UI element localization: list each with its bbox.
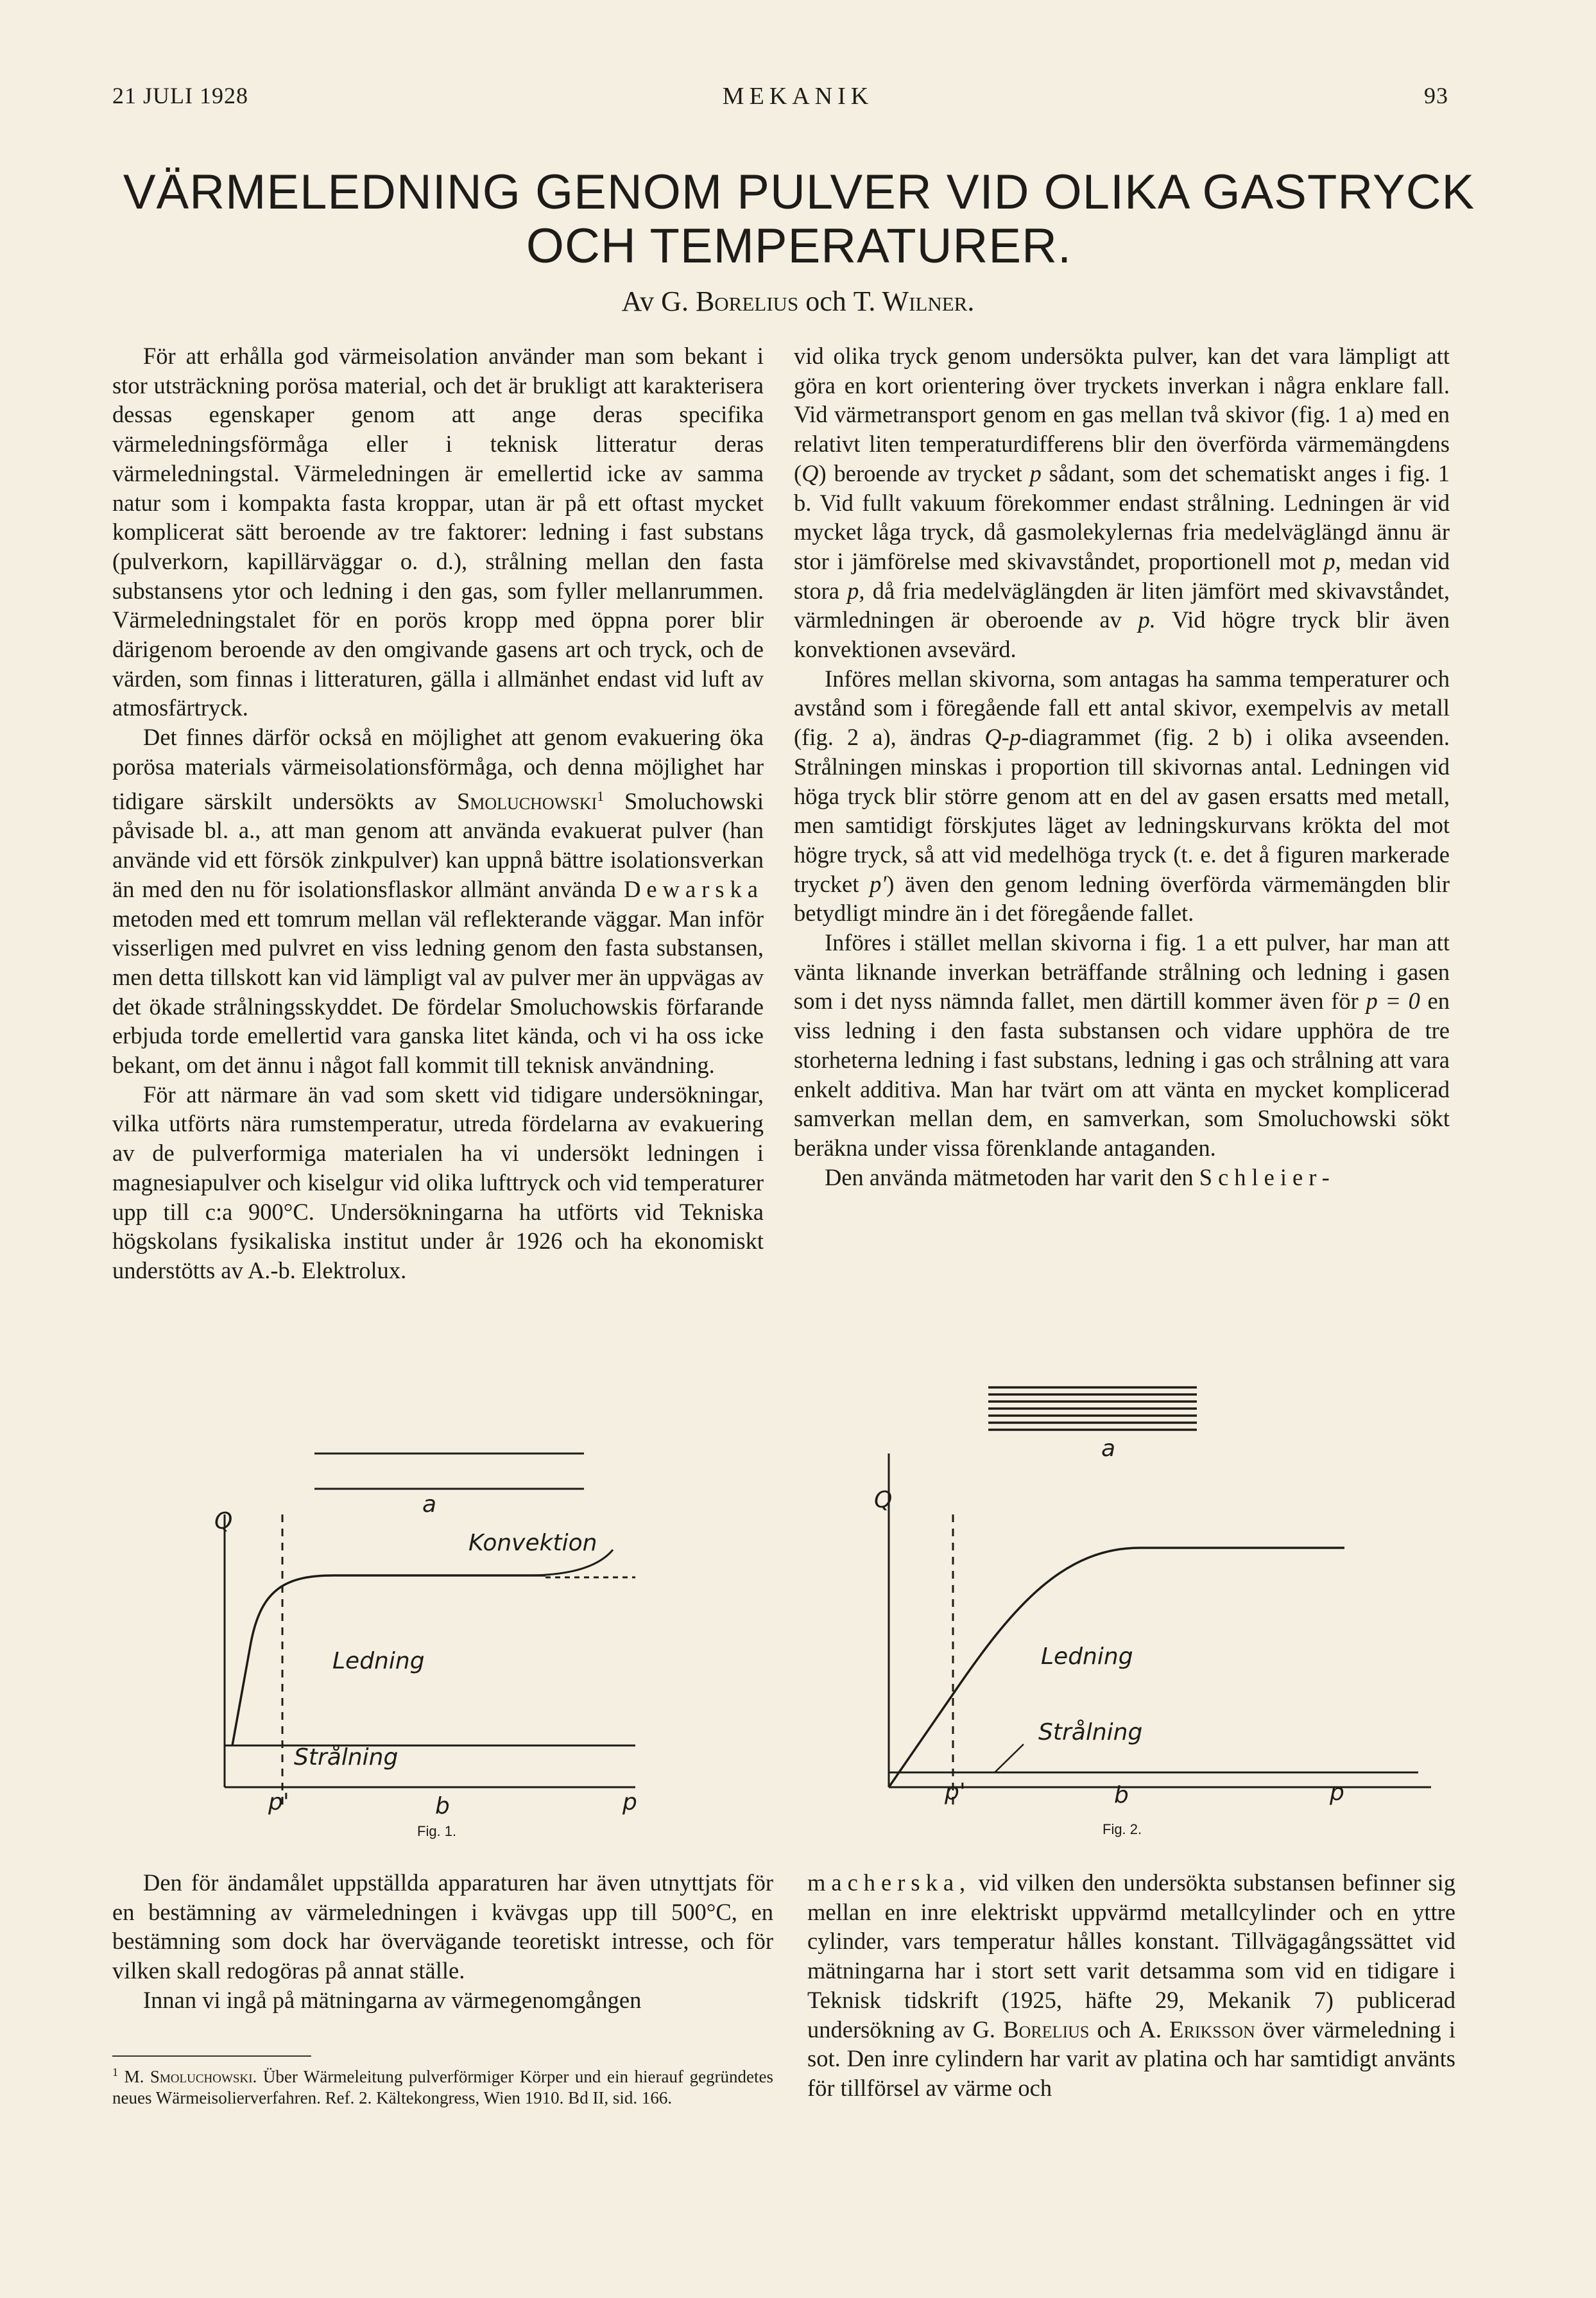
text-run: och — [1097, 2016, 1131, 2043]
figure-1-label-pprime: p' — [268, 1789, 289, 1815]
math-symbol: Q-p- — [984, 724, 1029, 751]
text-run: då fria medelväglängden är liten jämfört med skivavståndet, värmledningen är oberoende av — [794, 577, 1450, 633]
header-page-number: 93 — [1424, 83, 1448, 108]
paragraph — [112, 723, 764, 1080]
author-reference: Smoluchowski — [456, 787, 597, 814]
header-date: 21 JULI 1928 — [112, 83, 248, 108]
math-symbol: p, — [847, 577, 865, 604]
figure-2-label-pprime: p' — [945, 1779, 966, 1805]
text-run: medan vid stora — [794, 547, 1450, 604]
figure-1-label-konvektion: Konvektion — [468, 1530, 597, 1556]
text-run: Införes mellan skivorna, som antagas ha samma temperaturer och avstånd som i föregående fall ett antal skivor, exempelvis av metall (fig. 2 a), ändras — [794, 665, 1450, 751]
figure-2-label-p: p — [1330, 1779, 1344, 1806]
text-run: Införes i stället mellan skivorna i fig. 1 a ett pulver, har man att vänta liknande inverkan beträffande strålning och ledning i gasen som i det nyss nämnda fallet, men därtill kommer även för — [794, 929, 1450, 1015]
right-column-bottom — [807, 1868, 1455, 2103]
math-symbol: p' — [870, 870, 887, 897]
math-symbol: p. — [1138, 606, 1156, 633]
byline-and: och — [805, 286, 846, 317]
math-symbol: p — [1029, 459, 1042, 486]
left-column-bottom — [112, 1868, 773, 2015]
math-expression: p = 0 — [1366, 988, 1420, 1015]
figure-2-label-a: a — [1101, 1436, 1116, 1462]
figure-1-label-p: p — [622, 1789, 637, 1815]
paragraph: Innan vi ingå på mätningarna av värmegenomgången — [143, 1986, 642, 2013]
text-run: Det finnes därför också en möjlighet att genom evakuering öka porösa materials värmeisolationsförmåga, och denna möjlighet har tidigare särskilt undersökts av — [112, 724, 764, 814]
spaced-name: Dewarska — [624, 875, 764, 902]
paragraph: Den för ändamålet uppställda apparaturen har även utnyttjats för en bestämning av värmeledningen i kvävgas upp till 500°C, en bestämning som dock har övervägande teoretiskt intresse, och för vilken skall redogöras på annat ställe. — [112, 1869, 773, 1984]
figure-1-label-a: a — [422, 1491, 437, 1518]
figure-2-label-b: b — [1114, 1782, 1129, 1808]
paragraph: För att erhålla god värmeisolation använder man som bekant i stor utsträckning porösa material, och det är brukligt att karakterisera dessas egenskaper genom att ange deras specifika värmeledningsförmåga eller i teknisk litteratur deras värmeledningstal. Värmeledningen är emellertid icke av samma natur som i kompakta fasta kroppar, utan är på ett oftast mycket komplicerat sätt beroende av tre faktorer: ledning i fast substans (pulverkorn, kapillärväggar o. d.), strålning mellan den fasta substansens ytor och ledning i den gas, som fyller mellanrummen. Värmeledningstalet för en porös kropp med öppna porer blir därigenom beroende av den omgivande gasens art och tryck, och de värden, som finnas i litteraturen, gälla i allmänhet endast vid luft av atmosfärtryck. — [112, 343, 764, 721]
author-reference: A. Eriksson — [1138, 2016, 1255, 2043]
text-run: Smoluchowski påvisade bl. a., att man genom att använda evakuerat pulver (han använde vid ett försök zinkpulver) kan uppnå bättre isolationsverkan än med den nu för isolationsflaskor allmänt använda — [112, 787, 764, 902]
text-run: metoden med ett tomrum mellan väl reflekterande väggar. Man inför visserligen med pulvret en viss ledning genom den fasta substansen, men detta tillskott kan vid lämpligt val av pulver mer än uppvägas av det ökade strålningsskyddet. De fördelar Smoluchowskis förfarande erbjuda torde emellertid vara ganska litet kända, och vi ha oss icke bekant, om det ännu i något fall kommit till teknisk användning. — [112, 905, 764, 1079]
figure-1-label-ledning: Ledning — [332, 1648, 425, 1674]
text-run: sådant, som det schematiskt anges i fig. 1 b. Vid fullt vakuum förekommer endast strålning. Ledningen är vid mycket låga tryck, då gasmolekylernas fria medelväglängd ännu är stor i jämförelse med skivavståndet, proportionell mot — [794, 459, 1450, 574]
paragraph — [794, 341, 1450, 664]
byline — [0, 285, 1596, 318]
figure-1-label-stralning: Strålning — [294, 1744, 399, 1771]
text-run: diagrammet (fig. 2 b) i olika avseenden. Strålningen minskas i proportion till skivornas antal. Ledningen vid höga tryck blir större genom att en del av gasen ersatts med metall, men samtidigt förskjutes läget av ledningskurvans krökta del mot högre tryck, så att vid medelhöga tryck (t. e. det å figuren markerade trycket — [794, 724, 1450, 897]
author-reference: G. Borelius — [972, 2016, 1090, 2043]
text-run: Den använda mätmetoden har varit den — [825, 1163, 1194, 1190]
figure-1-label-b: b — [435, 1793, 450, 1819]
stralning-leader — [995, 1744, 1024, 1772]
title-line-1: VÄRMELEDNING GENOM PULVER VID OLIKA GASTRYCK — [123, 165, 1475, 219]
plate-stack — [988, 1387, 1197, 1430]
spaced-name: macherska, — [807, 1869, 972, 1896]
figure-1-caption: Fig. 1. — [417, 1823, 457, 1839]
figure-2-caption: Fig. 2. — [1103, 1821, 1142, 1837]
figure-1-drawing — [186, 1428, 674, 1845]
text-run: en viss ledning i den fasta substansen och vidare upphöra de tre storheterna ledning i fast substans, ledning i gas och strålning att vara enkelt additiva. Man har tvärt om att vänta en mycket komplicerad samverkan mellan dem, en samverkan, som Smoluchowski sökt beräkna under vissa förenklande antaganden. — [794, 988, 1450, 1161]
paragraph — [794, 1163, 1450, 1192]
footnote-text: Über Wärmeleitung pulverförmiger Körper und ein hierauf gegründetes neues Wärmeisolierverfahren. Ref. 2. Kältekongress, Wien 1910. Bd II, sid. 166. — [112, 2067, 774, 2107]
article-title — [96, 166, 1502, 273]
footnote-rule — [112, 2055, 311, 2057]
paragraph — [794, 928, 1450, 1163]
paragraph — [794, 664, 1450, 928]
text-run: vid olika tryck genom undersökta pulver, kan det vara lämpligt att göra en kort orientering över tryckets inverkan i några enklare fall. Vid värmetransport genom en gas mellan två skivor (fig. 1 a) med en relativt liten temperaturdifferens blir den överförda värmemängdens ( — [794, 343, 1450, 486]
spaced-name: Schleier- — [1199, 1163, 1335, 1190]
paragraph: För att närmare än vad som skett vid tidigare undersökningar, vilka utförts nära rumstemperatur, utreda fördelarna av evakuering av de pulverformiga materialen ha vi undersökt ledningen i magnesiapulver och kiselgur vid olika lufttryck och vid temperaturer upp till c:a 900°C. Undersökningarna ha utförts vid Tekniska högskolans fysikaliska institut under år 1926 och ha ekonomiskt understötts av A.-b. Elektrolux. — [112, 1081, 764, 1283]
footnote — [112, 2062, 773, 2109]
figure-1 — [186, 1428, 674, 1845]
math-symbol: p, — [1323, 547, 1341, 574]
footnote-number: 1 — [112, 2066, 118, 2079]
header-magazine: MEKANIK — [722, 83, 874, 110]
figure-2-label-ledning: Ledning — [1041, 1643, 1133, 1670]
figure-2-label-stralning: Strålning — [1038, 1719, 1143, 1745]
figure-1-label-q: Q — [214, 1508, 233, 1534]
text-run: ) även den genom ledning överförda värmemängden blir betydligt mindre än i det föregående fallet. — [794, 870, 1450, 927]
paragraph — [807, 1868, 1455, 2103]
footnote-marker: 1 — [597, 787, 605, 804]
right-column-top — [794, 341, 1450, 1192]
left-column-top — [112, 341, 764, 1285]
figure-2-drawing — [841, 1373, 1450, 1848]
math-symbol: Q — [802, 459, 819, 486]
byline-prefix: Av — [621, 286, 655, 317]
text-run: vid vilken den undersökta substansen befinner sig mellan en inre elektriskt uppvärmd metallcylinder och en yttre cylinder, vars temperatur hålles konstant. Tillvägagångssättet vid mätningarna har i stort sett varit detsamma som vid en tidigare i Teknisk tidskrift (1925, häfte 29, Mekanik 7) publicerad undersökning av — [807, 1869, 1456, 2043]
title-line-2: OCH TEMPERATURER. — [526, 219, 1072, 273]
footnote-author: M. Smoluchowski. — [124, 2067, 257, 2086]
author-1: G. Borelius — [661, 286, 799, 317]
figure-2 — [841, 1373, 1450, 1848]
text-run: över värmeledning i sot. Den inre cylindern har varit av platina och har samtidigt använts för tillförsel av värme och — [807, 2016, 1455, 2101]
figure-2-label-q: Q — [874, 1487, 893, 1513]
text-run: ) beroende av trycket — [818, 459, 1022, 486]
text-run: Vid högre tryck blir även konvektionen avsevärd. — [794, 606, 1450, 663]
author-2: T. Wilner. — [853, 286, 975, 317]
